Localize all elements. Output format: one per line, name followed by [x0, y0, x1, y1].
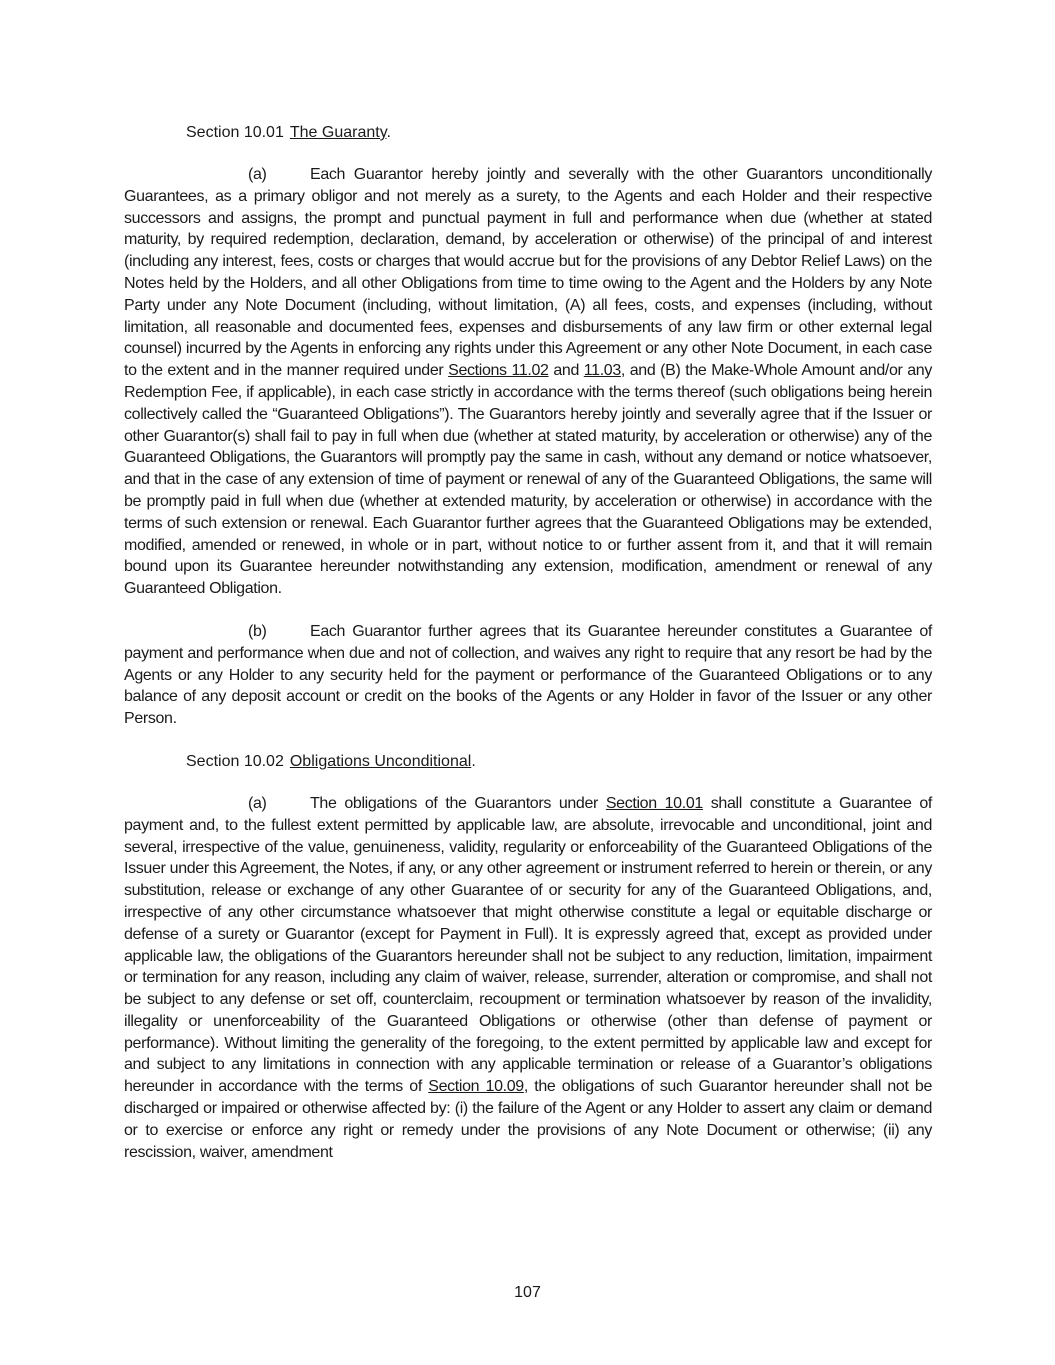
document-page [124, 122, 932, 1184]
paragraph-text: and [548, 362, 584, 380]
section-title-suffix: . [471, 752, 476, 770]
section-title-suffix: . [386, 124, 391, 141]
section-title: Obligations Unconditional [289, 752, 472, 770]
paragraph-label: (b) [248, 622, 267, 640]
paragraph-label: (a) [248, 166, 267, 183]
section-number: Section 10.01 [186, 124, 284, 141]
paragraph-text: The obligations of the Guarantors under [310, 794, 606, 812]
paragraph-label: (a) [248, 794, 267, 812]
cross-reference-sections-11-02: Sections 11.02 [448, 362, 549, 380]
paragraph-10-01-b [124, 621, 932, 730]
paragraph-text: , the obligations of such Guarantor hereunder shall not be discharged or impaired or otherwise affected by: (i) the failure of the Agent or any Holder to assert any claim or demand or to exercise or enforce any right or remedy under the provisions of any Note Document or otherwise; (ii) any rescission, waiver, amendment [124, 1078, 932, 1161]
cross-reference-11-03: 11.03 [583, 362, 621, 380]
paragraph-text: Each Guarantor hereby jointly and severally with the other Guarantors unconditionally Guarantees, as a primary obligor and not merely as a surety, to the Agents and each Holder and their respective successors and assigns, the prompt and punctual payment in full and performance when due (whether at stated maturity, by required redemption, declaration, demand, by acceleration or otherwise) of the principal of and interest (including any interest, fees, costs or charges that would accrue but for the provisions of any Debtor Relief Laws) on the Notes held by the Holders, and all other Obligations from time to time owing to the Agent and the Holders by any Note Party under any Note Document (including, without limitation, (A) all fees, costs, and expenses (including, without limitation, all reasonable and documented fees, expenses and disbursements of any law firm or other external legal counsel) incurred by the Agents in enforcing any rights under this Agreement or any other Note Document, in each case to the extent and in the manner required under [124, 166, 932, 380]
section-title: The Guaranty [289, 124, 387, 141]
cross-reference-section-10-09: Section 10.09 [428, 1078, 524, 1096]
paragraph-10-02-a [124, 793, 932, 1164]
section-heading-10-01 [186, 122, 932, 144]
paragraph-text: Each Guarantor further agrees that its Guarantee hereunder constitutes a Guarantee of payment and performance when due and not of collection, and waives any right to require that any resort be had by the Agents or any Holder to any security held for the payment or performance of the Guaranteed Obligations or to any balance of any deposit account or credit on the books of the Agents or any Holder in favor of the Issuer or any other Person. [124, 622, 932, 728]
page-number: 107 [514, 1284, 541, 1301]
cross-reference-section-10-01: Section 10.01 [605, 794, 703, 812]
paragraph-text: , and (B) the Make-Whole Amount and/or any Redemption Fee, if applicable), in each case strictly in accordance with the terms thereof (such obligations being herein collectively called the “Guaranteed Obligations”). The Guarantors hereby jointly and severally agree that if the Issuer or other Guarantor(s) shall fail to pay in full when due (whether at stated maturity, by acceleration or otherwise) any of the Guaranteed Obligations, the Guarantors will promptly pay the same in cash, without any demand or notice whatsoever, and that in the case of any extension of time of payment or renewal of any of the Guaranteed Obligations, the same will be promptly paid in full when due (whether at extended maturity, by acceleration or otherwise) in accordance with the terms of such extension or renewal. Each Guarantor further agrees that the Guaranteed Obligations may be extended, modified, amended or renewed, in whole or in part, without notice to or further assent from it, and that it will remain bound upon its Guarantee hereunder notwithstanding any extension, modification, amendment or renewal of any Guaranteed Obligation. [124, 362, 933, 598]
paragraph-text: shall constitute a Guarantee of payment and, to the fullest extent permitted by applicable law, are absolute, irrevocable and unconditional, joint and several, irrespective of the value, genuineness, validity, regularity or enforceability of the Guaranteed Obligations of the Issuer under this Agreement, the Notes, if any, or any other agreement or instrument referred to herein or therein, or any substitution, release or exchange of any other Guarantee of or security for any of the Guaranteed Obligations, and, irrespective of any other circumstance whatsoever that might otherwise constitute a legal or equitable discharge or defense of a surety or Guarantor (except for Payment in Full). It is expressly agreed that, except as provided under applicable law, the obligations of the Guarantors hereunder shall not be subject to any reduction, limitation, impairment or termination for any reason, including any claim of waiver, release, surrender, alteration or compromise, and shall not be subject to any defense or set off, counterclaim, recoupment or termination whatsoever by reason of the invalidity, illegality or unenforceability of the Guaranteed Obligations or otherwise (other than defense of payment or performance). Without limiting the generality of the foregoing, to the extent permitted by applicable law and except for and subject to any limitations in connection with any applicable termination or release of a Guarantor’s obligations hereunder in accordance with the terms of [124, 794, 932, 1096]
paragraph-10-01-a [124, 164, 932, 600]
section-number: Section 10.02 [186, 752, 284, 770]
section-heading-10-02 [186, 751, 932, 773]
